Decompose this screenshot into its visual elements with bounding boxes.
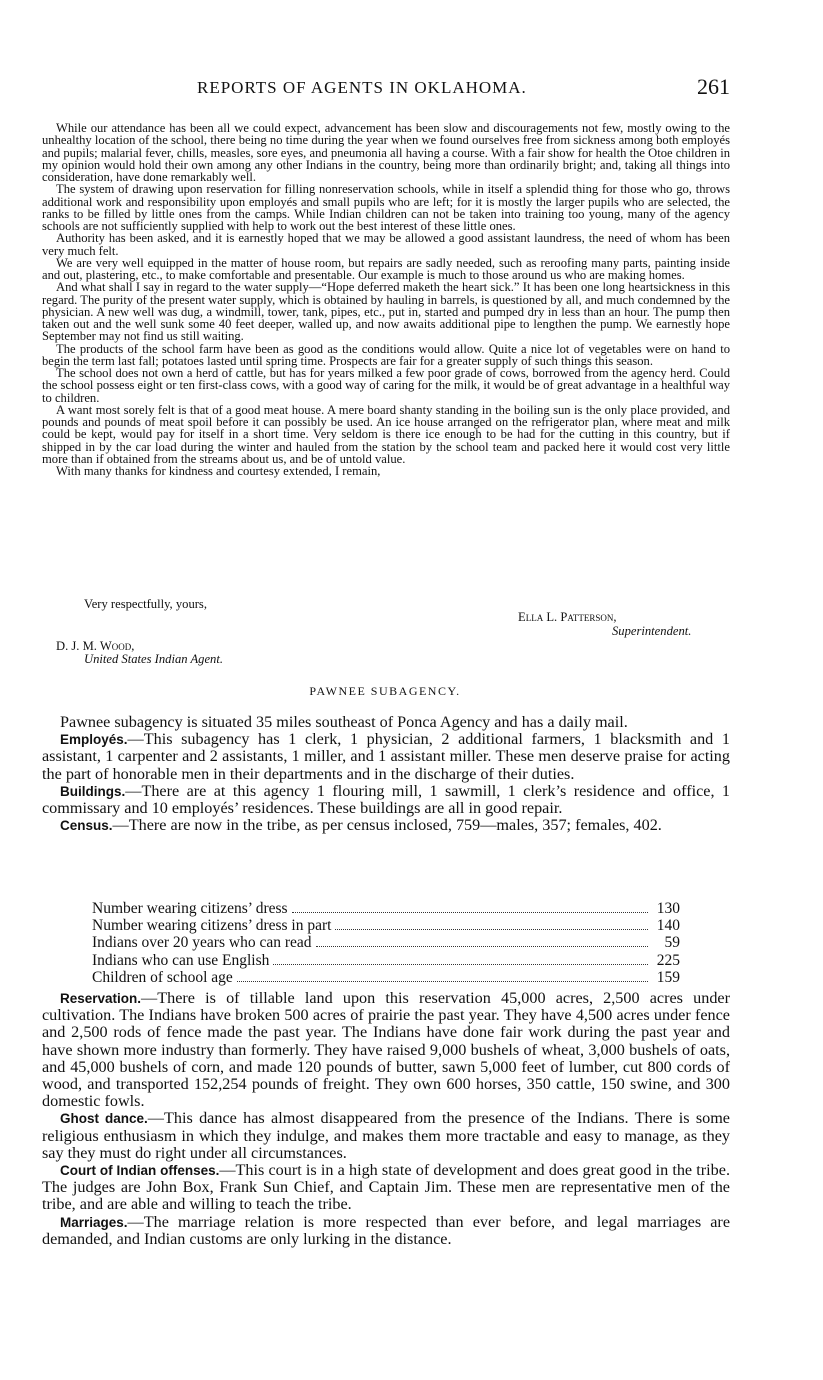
letter-body (42, 122, 730, 477)
report-paragraph (42, 817, 730, 834)
addressee-title: United States Indian Agent. (84, 652, 223, 666)
letter-paragraph: The system of drawing upon reservation for filling nonreservation schools, while in itself a splendid thing for those who go, throws additional work and responsibility upon employés and small pupils who are left; for it is mostly the larger pupils who are selected, the ranks to be filled by little ones from the camps. While Indian children can not be taken into training too young, many of the agency schools are not sufficiently supplied with help to work out the best interest of these little ones. (42, 182, 730, 233)
paragraph-text: —There is of tillable land upon this reservation 45,000 acres, 2,500 acres under cultivation. The Indians have broken 500 acres of prairie the past year. They have 4,500 acres under fence and 2,500 rods of fence made the past year. The Indians have done fair work during the past year and have shown more industry than formerly. They have raised 9,000 bushels of wheat, 3,000 bushels of oats, and 45,000 bushels of corn, and made 120 pounds of butter, sawn 5,000 feet of lumber, cut 800 cords of wood, and transported 152,254 pounds of freight. They own 600 horses, 350 cattle, 150 swine, and 300 domestic fowls. (42, 989, 730, 1111)
page-header (42, 74, 736, 104)
report-body-part-2 (42, 990, 730, 1248)
census-value: 130 (656, 900, 680, 917)
letter-paragraph: The products of the school farm have been as good as the conditions would allow. Quite a nice lot of vegetables were on hand to begin the term last fall; potatoes lasted until spring time. Prospects are fair for a greater supply of such things this season. (42, 341, 730, 368)
report-paragraph (42, 783, 730, 817)
paragraph-text: —The marriage relation is more respected than ever before, and legal marriages are demanded, and Indian customs are only lurking in the distance. (42, 1212, 730, 1248)
paragraph-text: —There are now in the tribe, as per census inclosed, 759—males, 357; females, 402. (112, 816, 662, 835)
census-label: Number wearing citizens’ dress in part (92, 917, 332, 935)
report-paragraph (42, 1110, 730, 1162)
page-number: 261 (697, 74, 730, 99)
paragraph-lead: Buildings. (60, 783, 126, 799)
dot-leader (273, 964, 648, 965)
census-label: Indians who can use English (92, 951, 270, 969)
dot-leader (316, 946, 649, 947)
census-value: 59 (664, 934, 680, 952)
census-label: Indians over 20 years who can read (92, 934, 312, 952)
paragraph-text: Pawnee subagency is situated 35 miles southeast of Ponca Agency and has a daily mail. (60, 713, 628, 731)
paragraph-lead: Ghost dance. (60, 1111, 148, 1127)
table-row (92, 952, 680, 969)
report-paragraph (42, 1214, 730, 1248)
paragraph-lead: Employés. (60, 732, 128, 748)
letter-paragraph: We are very well equipped in the matter of house room, but repairs are sadly needed, such as reroofing many parts, painting inside and out, plastering, etc., to make comfortable and presentable. Our example is much to those around us who are making homes. (42, 255, 730, 282)
signature-title: Superintendent. (612, 624, 692, 638)
letter-paragraph: While our attendance has been all we could expect, advancement has been slow and discouragements not few, mostly owing to the unhealthy location of the school, there being no time during the year when we found ourselves free from sickness among both employés and pupils; malarial fever, chills, measles, sore eyes, and pneumonia all having a course. With a fair show for health the Otoe children in my opinion would hold their own among any other Indians in the country, being more than ordinarily bright; and, taking all things into consideration, have done remarkably well. (42, 121, 730, 184)
letter-paragraph: And what shall I say in regard to the water supply—“Hope deferred maketh the heart sick.” It has been one long heartsickness in this regard. The purity of the present water supply, which is obtained by hauling in barrels, is questioned by all, and much condemned by the physician. A new well was dug, a windmill, tower, tank, pipes, etc., put in, started and pumped dry in less than an hour. The pump then taken out and the well sunk some 40 feet deeper, walled up, and now awaits additional pipe to lengthen the pump. We earnestly hope September may not find us still waiting. (42, 280, 730, 344)
signature-name: Ella L. Patterson, (518, 610, 617, 624)
letter-paragraph: The school does not own a herd of cattle, but has for years milked a few poor grade of cows, borrowed from the agency herd. Could the school possess eight or ten first-class cows, with a good way of caring for the milk, it would be of great advantage in a healthful way to children. (42, 366, 730, 405)
census-label: Children of school age (92, 968, 233, 986)
report-paragraph (42, 731, 730, 783)
census-table (92, 900, 680, 986)
census-value: 159 (656, 968, 680, 986)
letter-paragraph: A want most sorely felt is that of a good meat house. A mere board shanty standing in the boiling sun is the only place provided, and pounds and pounds of meat spoil before it can possibly be used. An ice house arranged on the refrigerator plan, where meat and milk could be kept, would pay for itself in a short time. Very seldom is there ice enough to be had for the cutting in this country, but if shipped in by the car load during the winter and hauled from the station by the school team and packed here it would cost very little more than if obtained from the streams about us, and be of untold value. (42, 402, 730, 466)
paragraph-lead: Marriages. (60, 1214, 128, 1230)
census-value: 140 (656, 917, 680, 935)
paragraph-lead: Reservation. (60, 991, 142, 1006)
paragraph-text: —This court is in a high state of development and does great good in the tribe. The judges are John Box, Frank Sun Chief, and Captain Jim. These men are representative men of the tribe, and are able and willing to teach the tribe. (42, 1161, 730, 1214)
report-body-part-1 (42, 714, 730, 834)
letter-paragraph: Authority has been asked, and it is earnestly hoped that we may be allowed a good assistant laundress, the need of whom has been very much felt. (42, 231, 730, 258)
paragraph-lead: Court of Indian offenses. (60, 1163, 220, 1179)
table-row (92, 969, 680, 986)
paragraph-text: —This subagency has 1 clerk, 1 physician, 2 additional farmers, 1 blacksmith and 1 assistant, 1 carpenter and 2 assistants, 1 miller, and 1 assistant miller. These men deserve praise for acting the part of honorable men in their departments and in the discharge of their duties. (42, 730, 730, 783)
dot-leader (335, 929, 648, 930)
report-paragraph (42, 714, 730, 731)
letter-closing: Very respectfully, yours, (84, 597, 207, 611)
paragraph-lead: Census. (60, 818, 113, 834)
table-row (92, 917, 680, 934)
letter-paragraph: With many thanks for kindness and courtesy extended, I remain, (56, 464, 381, 478)
table-row (92, 900, 680, 917)
addressee-name: D. J. M. Wood, (56, 639, 135, 653)
running-head: REPORTS OF AGENTS IN OKLAHOMA. (197, 78, 527, 97)
paragraph-text: —There are at this agency 1 flouring mill, 1 sawmill, 1 clerk’s residence and office, 1 commissary and 10 employés’ residences. These buildings are all in good repair. (42, 781, 730, 818)
census-value: 225 (656, 951, 680, 969)
section-title: PAWNEE SUBAGENCY. (309, 684, 461, 698)
census-label: Number wearing citizens’ dress (92, 900, 288, 917)
table-row (92, 934, 680, 951)
report-paragraph (42, 1162, 730, 1214)
paragraph-text: —This dance has almost disappeared from the presence of the Indians. There is some religious enthusiasm in which they indulge, and makes them more tractable and easy to manage, as they say they must do right under all circumstances. (42, 1109, 730, 1162)
dot-leader (237, 981, 648, 982)
report-paragraph (42, 990, 730, 1110)
dot-leader (292, 912, 648, 913)
